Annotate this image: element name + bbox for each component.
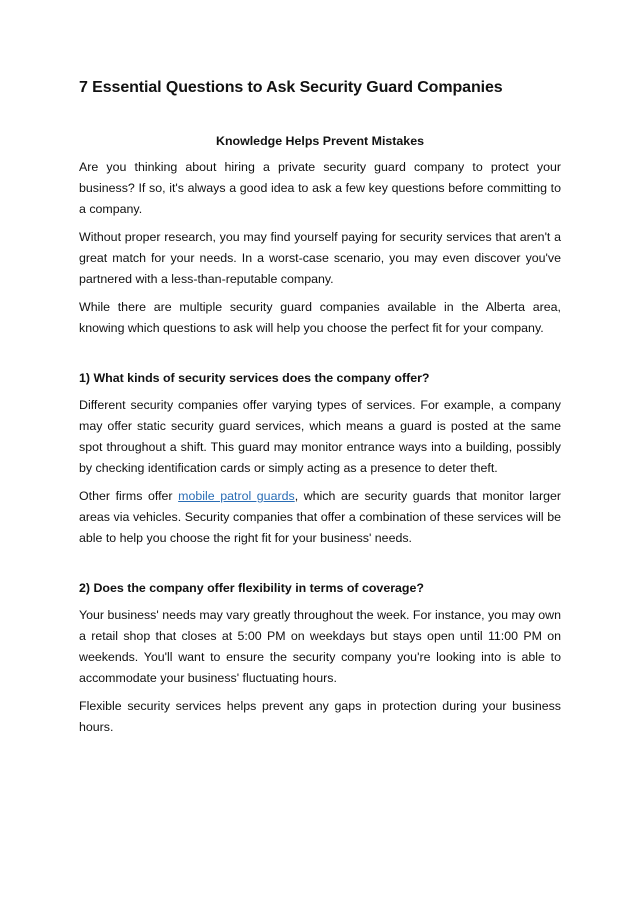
document-page xyxy=(79,76,561,745)
paragraph-text: Other firms offer xyxy=(79,489,179,503)
document-title: 7 Essential Questions to Ask Security Guard Companies xyxy=(79,79,503,96)
intro-paragraph-2: Without proper research, you may find yourself paying for security services that aren't a great match for your needs. In a worst-case scenario, you may even discover you've partnered with a less-than-reputable company. xyxy=(79,230,561,286)
mobile-patrol-guards-link[interactable]: mobile patrol guards xyxy=(178,489,295,503)
question-2-paragraph-2: Flexible security services helps prevent any gaps in protection during your business hours. xyxy=(79,699,561,734)
question-2-paragraph-1: Your business' needs may vary greatly throughout the week. For instance, you may own a retail shop that closes at 5:00 PM on weekdays but stays open until 11:00 PM on weekends. You'll want to ensure the security company you're looking into is able to accommodate your business' fluctuating hours. xyxy=(79,608,561,685)
question-1-heading: 1) What kinds of security services does the company offer? xyxy=(79,371,430,385)
intro-paragraph-3: While there are multiple security guard companies available in the Alberta area, knowing which questions to ask will help you choose the perfect fit for your company. xyxy=(79,300,561,335)
paragraph-text: , which are security guards that monitor larger areas via vehicles. Security companies that offer a combination of these services will be able to help you choose the right fit for your business' needs. xyxy=(79,489,561,545)
question-1-paragraph-2 xyxy=(79,486,561,549)
question-2-heading: 2) Does the company offer flexibility in terms of coverage? xyxy=(79,581,424,595)
intro-paragraph-1: Are you thinking about hiring a private security guard company to protect your business? If so, it's always a good idea to ask a few key questions before committing to a company. xyxy=(79,160,561,216)
document-subtitle: Knowledge Helps Prevent Mistakes xyxy=(216,134,424,148)
question-1-paragraph-1: Different security companies offer varying types of services. For example, a company may offer static security guard services, which means a guard is posted at the same spot throughout a shift. This guard may monitor entrance ways into a building, possibly by checking identification cards or simply acting as a presence to deter theft. xyxy=(79,398,561,475)
